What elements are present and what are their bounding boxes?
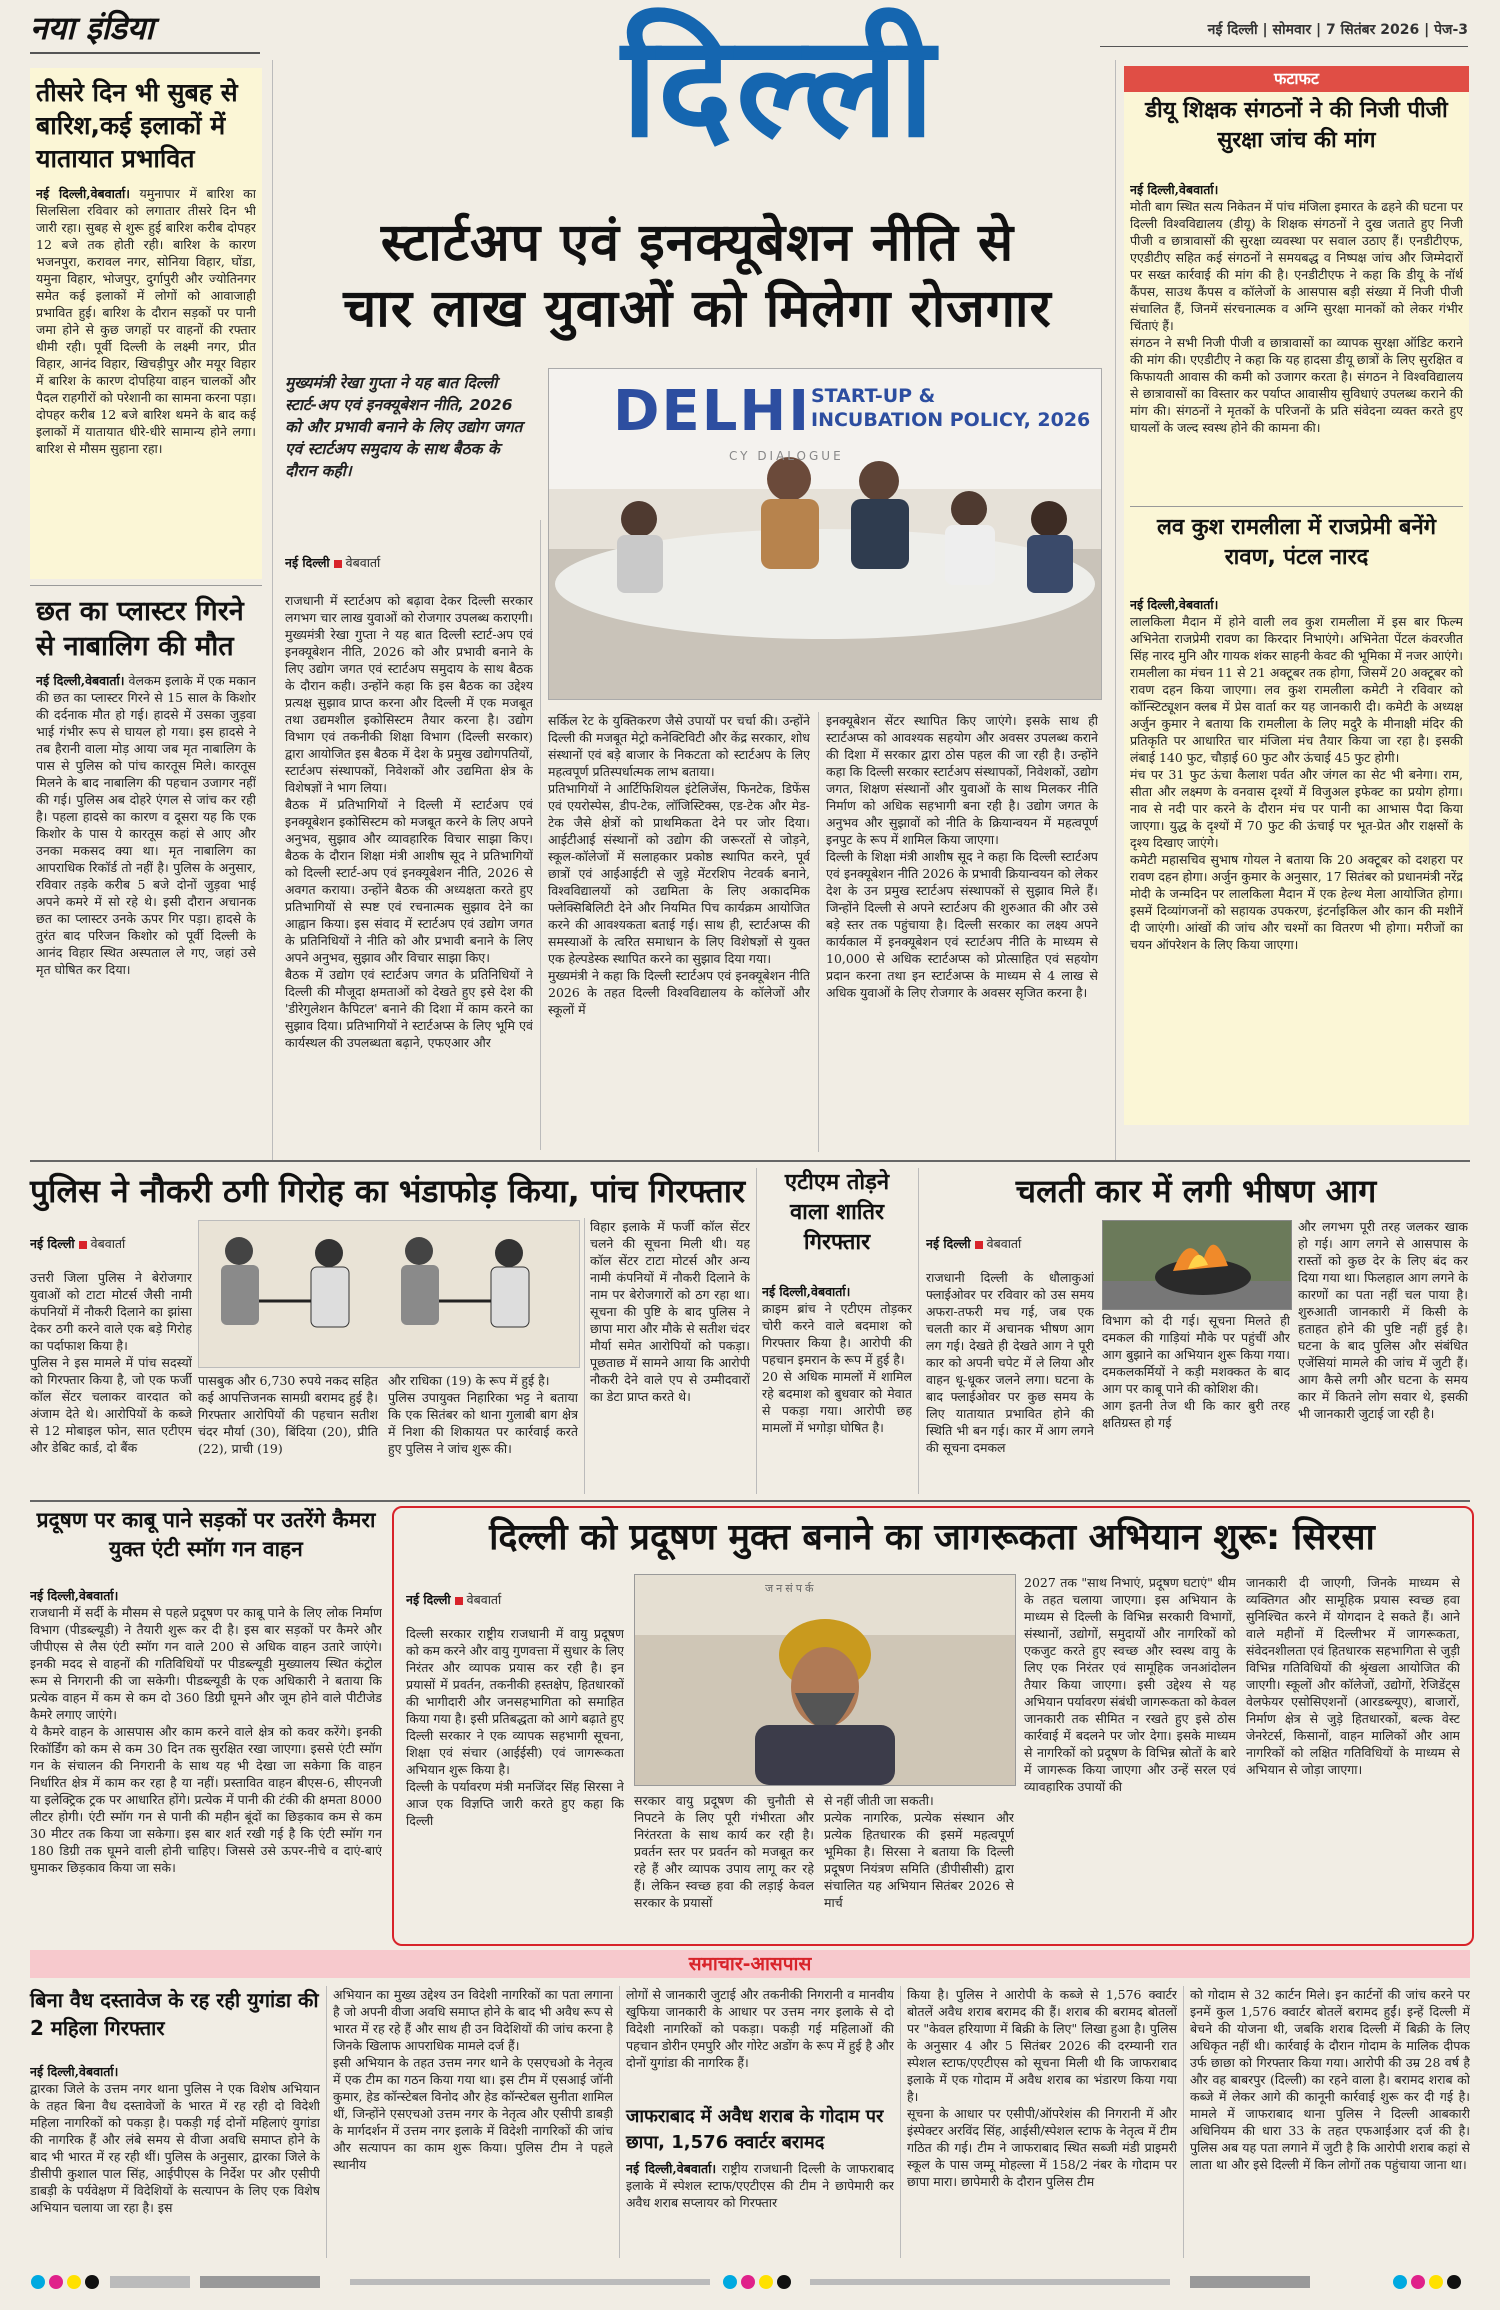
banner-word: DELHI bbox=[613, 379, 812, 444]
section-label: समाचार-आसपास bbox=[688, 1953, 812, 1975]
story-text: द्वारका जिले के उत्तम नगर थाना पुलिस ने एक विशेष अभियान के तहत बिना वैध दस्तावेजों के भारत में रह रही दो विदेशी महिला नागरिकों को पकड़ा है। पकड़ी गई दोनों महिलाएं युगांडा की नागरिक हैं और लंबे समय से वीजा अवधि समाप्त होने के बाद भी भारत में रह रही थीं। पुलिस के अनुसार, द्वारका जिले के डीसीपी कुशाल पाल सिंह, आईपीएस के निर्देश पर और एसीपी डाबड़ी के पर्यवेक्षण में विदेशियों के सत्यापन के लिए एक विशेष अभियान चलाया जा रहा है। इस bbox=[30, 2081, 320, 2215]
byline-place: नई दिल्ली bbox=[406, 1592, 451, 1607]
story-body bbox=[30, 2046, 320, 2252]
story-body bbox=[36, 672, 256, 1102]
dateline: नई दिल्ली,वेबवार्ता। bbox=[762, 1284, 851, 1299]
car-col1 bbox=[926, 1218, 1094, 1494]
lead-headline-line2: चार लाख युवाओं को मिलेगा रोजगार bbox=[343, 279, 1052, 339]
left-column bbox=[30, 68, 262, 1153]
paper-name: नया इंडिया bbox=[30, 9, 154, 47]
story-body bbox=[30, 1570, 382, 1950]
car-col2: विभाग को दी गई। सूचना मिलते ही दमकल की गाड़ियां मौके पर पहुंचीं और आग बुझाने का अभियान शुरू किया गया। दमकलकर्मियों ने कड़ी मशक्कत के बाद आग पर काबू पाने की कोशिश की। आग इतनी तेज थी कि कार बुरी तरह क्षतिग्रस्त हो गई bbox=[1102, 1313, 1290, 1430]
sirsa-col2: सरकार वायु प्रदूषण की चुनौती से निपटने के लिए पूरी गंभीरता और निरंतरता के साथ कार्य कर रही है। प्रवर्तन स्तर पर प्रवर्तन को मजबूत कर रहे हैं और व्यापक उपाय लागू कर रहे हैं। लेकिन स्वच्छ हवा की लड़ाई केवल सरकार के प्रयासों bbox=[634, 1793, 814, 1910]
liquor-col2: किया है। पुलिस ने आरोपी के कब्जे से 1,576 क्वार्टर बोतलें अवैध शराब बरामद की हैं। शराब की बरामद बोतलों पर "केवल हरियाणा में बिक्री के लिए" लिखा हुआ है। पुलिस के अनुसार 4 और 5 सितंबर 2026 की दरम्यानी रात स्पेशल स्टाफ/एएटीएस को सूचना मिली थी कि जाफराबाद इलाके में एक गोदाम में अवैध शराब का भंडारण किया गया है। सूचना के आधार पर एसीपी/ऑपरेशंस की निगरानी में और इंस्पेक्टर अरविंद सिंह, आईसी/स्पेशल स्टाफ के नेतृत्व में टीम गठित की गई। टीम ने जाफराबाद स्थित सब्जी मंडी प्राइमरी स्कूल के पास जम्मू मोहल्ला में 158/2 नंबर के गोदाम पर छापा मारा। छापेमारी के दौरान पुलिस टीम bbox=[907, 1987, 1177, 2189]
uganda-col2: अभियान का मुख्य उद्देश्य उन विदेशी नागरिकों का पता लगाना है जो अपनी वीजा अवधि समाप्त होने के बाद भी अवैध रूप से भारत में रह रहे हैं और साथ ही उन विदेशियों की जांच करना है जिनके खिलाफ आपराधिक मामले दर्ज हैं। इसी अभियान के तहत उत्तम नगर थाने के एसएचओ के नेतृत्व में एक टीम का गठन किया गया था। इस टीम में एसआई जॉनी कुमार, हेड कॉन्स्टेबल विनोद और हेड कॉन्स्टेबल सुनीता शामिल थीं, जिन्होंने एसएचओ उत्तम नगर के नेतृत्व और एसीपी डाबड़ी के मार्गदर्शन में उत्तम नगर इलाके में विदेशी नागरिकों की जांच और सत्यापन का काम शुरू किया। पुलिस टीम ने पहले स्थानीय bbox=[333, 1987, 613, 2172]
sirsa-col3: से नहीं जीती जा सकती। प्रत्येक नागरिक, प्रत्येक संस्थान और प्रत्येक हितधारक की इसमें महत्वपूर्ण भूमिका है। सिरसा ने बताया कि दिल्ली प्रदूषण नियंत्रण समिति (डीपीसीसी) द्वारा संचालित यह अभियान सितंबर 2026 से मार्च bbox=[824, 1793, 1014, 1910]
lead-col2: सर्किल रेट के युक्तिकरण जैसे उपायों पर चर्चा की। उन्होंने दिल्ली की मजबूत मेट्रो कनेक्टिविटी और केंद्र सरकार, शोध संस्थानों एवं बड़े बाजार के निकटता को स्टार्टअप के लिए महत्वपूर्ण प्रतिस्पर्धात्मक लाभ बताया। प्रतिभागियों ने आर्टिफिशियल इंटेलिजेंस, फिनटेक, डिफेंस एवं एयरोस्पेस, डीप-टेक, लॉजिस्टिक्स, एड-टेक और मेड-टेक जैसे क्षेत्रों को प्राथमिकता देने पर जोर दिया। आईटीआई संस्थानों को उद्योग की जरूरतों से जोड़ने, स्कूल-कॉलेजों में सलाहकार प्रकोष्ठ स्थापित करने, पूर्व छात्रों एवं आईआईटी से जुड़े मेंटरशिप नेटवर्क बनाने, विश्वविद्यालयों को उद्यमिता के लिए अकादमिक फ्लेक्सिबिलिटी देने और नियमित पिच कार्यक्रम आयोजित करने की आवश्यकता बताई गई। साथ ही, स्टार्टअप्स की समस्याओं के त्वरित समाधान के लिए विशेषज्ञों से युक्त एक हेल्पडेस्क स्थापित करने का सुझाव दिया गया। मुख्यमंत्री ने कहा कि दिल्ली स्टार्टअप एवं इनक्यूबेशन नीति 2026 के तहत दिल्ली विश्वविद्यालय के कॉलेजों और स्कूलों में bbox=[548, 713, 810, 1017]
liquor-col3: को गोदाम से 32 कार्टन मिले। इन कार्टनों की जांच करने पर इनमें कुल 1,576 क्वार्टर बोतलें बरामद हुईं। इन्हें दिल्ली में बेचने की योजना थी, जबकि शराब दिल्ली में बिक्री के लिए अधिकृत नहीं थी। कार्रवाई के दौरान गोदाम के मालिक दीपक उर्फ छाछा को गिरफ्तार किया गया। आरोपी की उम्र 28 वर्ष है और वह बाबरपुर (दिल्ली) का रहने वाला है। बरामद शराब को कब्जे में लेकर आगे की कानूनी कार्रवाई शुरू कर दी गई है। मामले में जाफराबाद थाना पुलिस ने दिल्ली आबकारी अधिनियम की धारा 33 के तहत एफआईआर दर्ज की है। पुलिस अब यह पता लगाने में जुटी है कि आरोपी शराब कहां से लाता था और इसे दिल्ली में किन लोगों तक पहुंचाया जाना था। bbox=[1190, 1987, 1470, 2172]
police-arrest-illustration bbox=[199, 1221, 579, 1367]
pull-quote: मुख्यमंत्री रेखा गुप्ता ने यह बात दिल्ली स्टार्ट-अप एवं इनक्यूबेशन नीति, 2026 को और प्रभावी बनाने के लिए उद्योग जगत एवं स्टार्टअप समुदाय के साथ बैठक के दौरान कही। bbox=[285, 374, 523, 480]
headline: जाफराबाद में अवैध शराब के गोदाम पर छापा, 1,576 क्वार्टर बरामद bbox=[626, 2106, 884, 2153]
print-registration-marks bbox=[30, 2272, 1470, 2292]
story-text: राजधानी में स्टार्टअप को बढ़ावा देकर दिल्ली सरकार लगभग चार लाख युवाओं को रोजगार उपलब्ध कराएगी। मुख्यमंत्री रेखा गुप्ता ने यह बात दिल्ली स्टार्ट-अप एवं इनक्यूबेशन नीति, 2026 को और प्रभावी बनाने के लिए उद्योग जगत एवं स्टार्टअप समुदाय के साथ बैठक के दौरान कही। उन्होंने कहा कि इस बैठक का उद्देश्य प्रत्यक्ष सुझाव प्राप्त करना और दिल्ली में एक मजबूत तथा उद्यमशील इकोसिस्टम तैयार करना है। उद्योग विभाग एवं तकनीकी शिक्षा विभाग (दिल्ली सरकार) द्वारा आयोजित इस बैठक में देश के प्रमुख उद्योगपतियों, स्टार्टअप संस्थापकों, निवेशकों और उद्यमिता क्षेत्र के विशेषज्ञों ने भाग लिया। बैठक में प्रतिभागियों ने दिल्ली में स्टार्टअप एवं इनक्यूबेशन इकोसिस्टम को मजबूत करने के लिए अपने अनुभव, सुझाव और व्यावहारिक विचार साझा किए। बैठक के दौरान शिक्षा मंत्री आशीष सूद ने प्रतिभागियों को दिल्ली स्टार्ट-अप एवं इनक्यूबेशन नीति, 2026 से अवगत कराया। उन्होंने बैठक की अध्यक्षता करते हुए प्रतिभागियों से स्पष्ट एवं रचनात्मक सुझाव देने का आह्वान किया। इस संवाद में स्टार्टअप एवं उद्योग जगत के प्रतिनिधियों ने नीति को और प्रभावी बनाने के लिए अपने अनुभव, सुझाव और विचार साझा किए। बैठक में उद्योग एवं स्टार्टअप जगत के प्रतिनिधियों ने दिल्ली की मौजूदा क्षमताओं को देखते हुए इसे देश की 'डीरेगुलेशन कैपिटल' बनाने की दिशा में काम करने का सुझाव दिया। प्रतिभागियों ने स्टार्टअप्स के लिए भूमि एवं कार्यस्थल की उपलब्धता बढ़ाने, एफएआर और bbox=[285, 593, 533, 1050]
liquor-story bbox=[626, 2104, 894, 2258]
left-story-weather bbox=[30, 68, 262, 579]
photo-sign: जनसंपर्क bbox=[765, 1582, 817, 1595]
lead-headline-line1: स्टार्टअप एवं इनक्यूबेशन नीति से bbox=[380, 213, 1015, 273]
camera-story bbox=[30, 1506, 382, 1946]
police-headline: पुलिस ने नौकरी ठगी गिरोह का भंडाफोड़ किया, पांच गिरफ्तार bbox=[30, 1172, 746, 1210]
tag-fatafat: फटाफट bbox=[1124, 66, 1469, 92]
atm-body bbox=[762, 1266, 912, 1494]
car-fire-photo bbox=[1102, 1220, 1292, 1310]
story-text: यमुनापार में बारिश का सिलसिला रविवार को लगातार तीसरे दिन भी जारी रहा। सुबह से शुरू हुई बारिश करीब दोपहर 12 बजे तक होती रही। बारिश के कारण भजनपुरा, करावल नगर, सोनिया विहार, घोंडा, यमुना विहार, भोजपुर, दुर्गापुरी और ज्योतिनगर समेत कई इलाकों में लोगों को आवाजाही प्रभावित हुई। बारिश के दौरान सड़कों पर पानी जमा होने से कुछ जगहों पर वाहनों की रफ्तार धीमी रही। पूर्वी दिल्ली के लक्ष्मी नगर, प्रीत विहार, आनंद विहार, खिचड़ीपुर और मयूर विहार में बारिश के कारण दोपहिया वाहन चालकों और पैदल राहगीरों को परेशानी का सामना करना पड़ा। दोपहर करीब 12 बजे बारिश थमने के बाद कई इलाकों में यातायात धीरे-धीरे सामान्य होने लगा। बारिश से मौसम सुहाना रहा। bbox=[36, 186, 256, 456]
story-body bbox=[36, 185, 256, 569]
sirsa-col5: जानकारी दी जाएगी, जिनके माध्यम से व्यक्तिगत और सामूहिक प्रयास स्वच्छ हवा सुनिश्चित करने में योगदान दे सकते हैं। आने वाले महीनों में दिल्लीभर में जागरूकता, संवेदनशीलता एवं हितधारक सहभागिता से जुड़ी विभिन्न गतिविधियों की श्रृंखला आयोजित की जाएगी। स्कूलों और कॉलेजों, उद्योगों, रेजिडेंट्स वेलफेयर एसोसिएशनों (आरडब्ल्यूए), बाजारों, निर्माण क्षेत्र से जुड़े हितधारकों, बल्क वेस्ट जेनरेटर्स, किसानों, वाहन मालिकों और आम नागरिकों को लक्षित गतिविधियों के माध्यम से अभियान से जोड़ा जाएगा। bbox=[1246, 1575, 1460, 1777]
story-text: उत्तरी जिला पुलिस ने बेरोजगार युवाओं को टाटा मोटर्स जैसी नामी कंपनियों में नौकरी दिलाने का झांसा देकर ठगी करने वाले एक बड़े गिरोह का पर्दाफाश किया है। पुलिस ने इस मामले में पांच सदस्यों को गिरफ्तार किया है, जो एक फर्जी कॉल सेंटर चलाकर वारदात को अंजाम देते थे। आरोपियों के कब्जे से 12 मोबाइल फोन, सात एटीएम और डेबिट कार्ड, दो बैंक bbox=[30, 1270, 192, 1455]
headline: बिना वैध दस्तावेज के रह रही युगांडा की 2 महिला गिरफ्तार bbox=[30, 1988, 319, 2040]
dateline: नई दिल्ली,वेबवार्ता। bbox=[36, 186, 130, 201]
masthead-date-bar bbox=[1100, 12, 1468, 47]
story-text: मोती बाग स्थित सत्य निकेतन में पांच मंजिला इमारत के ढहने की घटना पर दिल्ली विश्वविद्यालय (डीयू) के शिक्षक संगठनों ने दुख जताते हुए निजी पीजी व छात्रावासों की सुरक्षा व्यवस्था पर सवाल उठाए हैं। एनडीटीएफ, एएडीटीए सहित कई संगठनों ने समयबद्ध व निष्पक्ष जांच और जिम्मेदारों पर सख्त कार्रवाई की मांग की है। एनडीटीएफ ने कहा कि डीयू के नॉर्थ कैंपस, साउथ कैंपस व कॉलेजों के आसपास बड़ी संख्या में निजी पीजी संचालित हैं, जिनमें संरचनात्मक व अग्नि सुरक्षा मानकों को लेकर गंभीर चिंताएं हैं। संगठन ने सभी निजी पीजी व छात्रावासों का व्यापक सुरक्षा ऑडिट कराने की मांग की। एएडीटीए ने कहा कि यह हादसा डीयू छात्रों के लिए सुरक्षित व किफायती आवास की कमी को उजागर करता है। संगठन ने विश्वविद्यालय से छात्रावासों का विस्तार कर पर्याप्त आवासीय सुविधाएं उपलब्ध कराने की मांग की। संगठनों ने मृतकों के परिजनों के प्रति संवेदना व्यक्त करते हुए घायलों के जल्द स्वस्थ होने की कामना की। bbox=[1130, 199, 1463, 435]
story-text: लालकिला मैदान में होने वाली लव कुश रामलीला में इस बार फिल्म अभिनेता राजप्रेमी रावण का किरदार निभाएंगे। अभिनेता पेंटल कंवरजीत सिंह नारद मुनि और गायक शंकर साहनी केवट की भूमिका में नजर आएंगे। रामलीला का मंचन 11 से 21 अक्टूबर तक होगा, जिसमें 20 अक्टूबर को रावण दहन किया जाएगा। लव कुश रामलीला कमेटी ने रविवार को कॉन्स्टिट्यूशन क्लब में प्रेस वार्ता कर यह जानकारी दी। कमेटी के अध्यक्ष अर्जुन कुमार ने बताया कि रामलीला के लिए मदुरै के मीनाक्षी मंदिर की प्रतिकृति पर आधारित चार मंजिला मंच तैयार किया जा रहा है। इसकी लंबाई 140 फुट, चौड़ाई 60 फुट और ऊंचाई 45 फुट होगी। मंच पर 31 फुट ऊंचा कैलाश पर्वत और जंगल का सेट भी बनेगा। राम, सीता और लक्ष्मण के वनवास दृश्यों में विजुअल इफेक्ट का प्रयोग होगा। नाव से नदी पार करने के दौरान मंच पर पानी का आभास पैदा किया जाएगा। युद्ध के दृश्यों में 70 फुट की ऊंचाई पर भूत-प्रेत और राक्षसों के दृश्य दिखाए जाएंगे। कमेटी महासचिव सुभाष गोयल ने बताया कि 20 अक्टूबर को दशहरा पर रावण दहन होगा। अर्जुन कुमार के अनुसार, 17 सितंबर को प्रधानमंत्री नरेंद्र मोदी के जन्मदिन पर लालकिला मैदान में एक हेल्थ मेला आयोजित होगा। इसमें दिव्यांगजनों को सहायक उपकरण, इंटर्नाइकिल और कान की मशीनें दी जाएंगी। आंखों की जांच और चश्मों का वितरण भी होगा। मरीजों का चयन ऑपरेशन के लिए किया जाएगा। bbox=[1130, 614, 1463, 952]
story-body bbox=[1130, 164, 1463, 500]
story-body bbox=[1130, 579, 1463, 1119]
section-title: दिल्ली bbox=[621, 6, 939, 169]
headline: छत का प्लास्टर गिरने से नाबालिग की मौत bbox=[36, 596, 244, 662]
headline: तीसरे दिन भी सुबह से बारिश,कई इलाकों में यातायात प्रभावित bbox=[36, 78, 238, 173]
story-text: राजधानी दिल्ली के धौलाकुआं फ्लाईओवर पर रविवार को उस समय अफरा-तफरी मच गई, जब एक चलती कार में अचानक भीषण आग लग गई। देखते ही देखते आग ने पूरी कार को अपनी चपेट में ले लिया और वाहन धू-धूकर जलने लगा। घटना के बाद फ्लाईओवर पर कुछ समय के लिए यातायात प्रभावित होने की स्थिति भी बन गई। कार में आग लगने की सूचना दमकल bbox=[926, 1270, 1094, 1455]
uganda-story bbox=[30, 1986, 320, 2258]
police-col2: पासबुक और 6,730 रुपये नकद सहित कई आपत्तिजनक सामग्री बरामद हुई है। गिरफ्तार आरोपियों की पहचान सतीश चंदर मौर्या (30), बिंदिया (20), प्रीति (22), प्राची (19) bbox=[198, 1373, 378, 1456]
police-col4: विहार इलाके में फर्जी कॉल सेंटर चलने की सूचना मिली थी। यह कॉल सेंटर टाटा मोटर्स और अन्य नामी कंपनियों में नौकरी दिलाने के नाम पर बेरोजगारों को ठग रहा था। सूचना की पुष्टि के बाद पुलिस ने छापा मारा और मौके से सतीश चंदर मौर्या समेत आरोपियों को पकड़ा। पूछताछ में सामने आया कि आरोपी नौकरी देने वाले एप से उम्मीदवारों का डेटा प्राप्त करते थे। bbox=[590, 1219, 750, 1404]
byline-agency: वेबवार्ता bbox=[466, 1592, 502, 1607]
dateline: नई दिल्ली,वेबवार्ता। bbox=[36, 673, 125, 688]
police-illustration bbox=[198, 1220, 580, 1368]
byline bbox=[285, 537, 533, 571]
byline-place: नई दिल्ली bbox=[926, 1236, 971, 1251]
story-text: वेलकम इलाके में एक मकान की छत का प्लास्टर गिरने से 15 साल के किशोर की दर्दनाक मौत हो गई। हादसे में उसका जुड़वा भाई गंभीर रूप से घायल हो गया। इस हादसे ने तब हैरानी वाला मोड़ आया जब मृत नाबालिग के पास से पुलिस को पांच कारतूस मिले। कारतूस मिलने के बाद नाबालिग की पहचान उजागर नहीं की गई। पुलिस अब दोहरे एंगल से जांच कर रही है। पहला हादसे का कारण व दूसरा यह कि एक किशोर के पास ये कारतूस कहां से आए और उनका मकसद क्या था। मृत नाबालिग का आपराधिक रिकॉर्ड तो नहीं है। पुलिस के अनुसार, रविवार तड़के करीब 5 बजे दोनों जुड़वा भाई अपने कमरे में सो रहे थे। इसी दौरान अचानक छत का प्लास्टर उनके ऊपर गिर पड़ा। हादसे के तुरंत बाद परिजन किशोर को पूर्वी दिल्ली के आनंद विहार स्थित अस्पताल ले गए, जहां उसे मृत घोषित कर दिया। bbox=[36, 673, 256, 977]
lead-col3: इनक्यूबेशन सेंटर स्थापित किए जाएंगे। इसके साथ ही स्टार्टअप्स को आवश्यक सहयोग और अवसर उपलब्ध कराने की दिशा में सरकार द्वारा ठोस पहल की जा रही है। उन्होंने कहा कि दिल्ली सरकार स्टार्टअप संस्थापकों, निवेशकों, उद्योग जगत, शिक्षण संस्थानों और युवाओं के साथ मिलकर नीति निर्माण को अधिक सहभागी बना रही है। उद्योग जगत के अनुभव और सुझावों को नीति के क्रियान्वयन में महत्वपूर्ण इनपुट के रूप में शामिल किया जाएगा। दिल्ली के शिक्षा मंत्री आशीष सूद ने कहा कि दिल्ली स्टार्टअप एवं इनक्यूबेशन नीति 2026 के प्रभावी क्रियान्वयन को लेकर देश के उन प्रमुख स्टार्टअप संस्थापकों से सुझाव मिले हैं। जिन्होंने दिल्ली से अपने स्टार्टअप की शुरुआत की और उसे बड़े स्तर तक पहुंचाया है। दिल्ली सरकार का लक्ष्य अपने कार्यकाल में इनक्यूबेशन एवं स्टार्टअप नीति के माध्यम से 10,000 से अधिक स्टार्टअप्स को प्रोत्साहित एवं सहयोग प्रदान करना तथा इन स्टार्टअप्स के माध्यम से 4 लाख से अधिक युवाओं के लिए रोजगार के अवसर सृजित करना है। bbox=[826, 713, 1098, 1000]
story-text: दिल्ली सरकार राष्ट्रीय राजधानी में वायु प्रदूषण को कम करने और वायु गुणवत्ता में सुधार के लिए निरंतर और व्यापक प्रयास कर रही है। इन प्रयासों में प्रवर्तन, तकनीकी हस्तक्षेप, हितधारकों की भागीदारी और जनसहभागिता को समाहित किया गया है। इसी प्रतिबद्धता को आगे बढ़ाते हुए दिल्ली सरकार ने एक व्यापक सहभागी सूचना, शिक्षा एवं संचार (आईईसी) एवं जागरूकता अभियान शुरू किया है। दिल्ली के पर्यावरण मंत्री मनजिंदर सिंह सिरसा ने आज एक विज्ञप्ति जारी करते हुए कहा कि दिल्ली bbox=[406, 1626, 624, 1828]
story-text: राजधानी में सर्दी के मौसम से पहले प्रदूषण पर काबू पाने के लिए लोक निर्माण विभाग (पीडब्ल्यूडी) ने तैयारी शुरू कर दी है। इस बार सड़कों पर कैमरे और जीपीएस से लैस एंटी स्मॉग गन वाले 200 से अधिक वाहन उतारे जाएंगे। इनकी मदद से वाहनों की गतिविधियों पर पीडब्ल्यूडी मुख्यालय स्थित कंट्रोल रूम से निगरानी की जा सकेगी। पीडब्ल्यूडी के एक अधिकारी ने बताया कि प्रत्येक वाहन में कम से कम दो 360 डिग्री घूमने और जूम होने वाले पीटीजेड कैमरे लगाए जाएंगे। ये कैमरे वाहन के आसपास और काम करने वाले क्षेत्र को कवर करेंगे। इनकी रिकॉर्डिंग को कम से कम 30 दिन तक सुरक्षित रखा जाएगा। इससे एंटी स्मॉग गन के संचालन की निगरानी के साथ यह भी देखा जा सकेगा कि वाहन निर्धारित क्षेत्र में काम कर रहा है या नहीं। प्रस्तावित वाहन बीएस-6, सीएनजी या इलेक्ट्रिक ट्रक पर आधारित होंगे। प्रत्येक में पानी की टंकी की क्षमता 8000 लीटर होगी। एंटी स्मॉग गन से पानी की महीन बूंदों का छिड़काव कम से कम 30 मीटर तक किया जा सकेगा। इस बार शर्त रखी गई है कि एंटी स्मॉग गन 180 डिग्री तक घूमने वाली होनी चाहिए। जिससे उसे ऊपर-नीचे व दाएं-बाएं घुमाकर छिड़काव किया जा सके। bbox=[30, 1605, 382, 1875]
byline-agency: वेबवार्ता bbox=[986, 1236, 1022, 1251]
section-band bbox=[30, 1950, 1470, 1978]
car-col3: और लगभग पूरी तरह जलकर खाक हो गई। आग लगने से आसपास के रास्तों को कुछ देर के लिए बंद कर दिया गया था। फिलहाल आग लगने के कारणों का पता नहीं चल पाया है। शुरुआती जानकारी में किसी के हताहत होने की पुष्टि नहीं हुई है। घटना के बाद पुलिस और संबंधित एजेंसियां मामले की जांच में जुटी हैं। आग कैसे लगी और घटना के समय कार में कितने लोग सवार थे, इसकी भी जानकारी जुटाई जा रही है। bbox=[1298, 1219, 1468, 1421]
sirsa-box bbox=[392, 1506, 1474, 1946]
dateline: नई दिल्ली,वेबवार्ता। bbox=[626, 2161, 717, 2176]
atm-headline: एटीएम तोड़ने वाला शातिर गिरफ्तार bbox=[784, 1170, 890, 1255]
sirsa-headline: दिल्ली को प्रदूषण मुक्त बनाने का जागरूकता अभियान शुरू: सिरसा bbox=[489, 1517, 1375, 1558]
left-story-plaster bbox=[30, 592, 262, 1104]
banner-sub2: INCUBATION POLICY, 2026 bbox=[811, 409, 1091, 431]
fire-photo bbox=[1103, 1221, 1291, 1309]
byline-place: नई दिल्ली bbox=[285, 555, 330, 570]
byline-place: नई दिल्ली bbox=[30, 1236, 75, 1251]
police-col3: और राधिका (19) के रूप में हुई है। पुलिस उपायुक्त निहारिका भट्ट ने बताया कि एक सितंबर को थाना गुलाबी बाग क्षेत्र में निशा की शिकायत पर कार्रवाई करते हुए पुलिस ने जांच शुरू की। bbox=[388, 1373, 578, 1456]
dateline: नई दिल्ली,वेबवार्ता। bbox=[1130, 597, 1219, 612]
lead-col1 bbox=[285, 520, 533, 1150]
dateline: नई दिल्ली,वेबवार्ता। bbox=[30, 1588, 119, 1603]
story-body bbox=[626, 2160, 894, 2250]
story-text: क्राइम ब्रांच ने एटीएम तोड़कर चोरी करने वाले बदमाश को गिरफ्तार किया है। आरोपी की पहचान इमरान के रूप में हुई है। 20 से अधिक मामलों में शामिल रहे बदमाश को बुधवार को मेवात से पकड़ा गया। आरोपी छह मामलों में भगोड़ा घोषित है। bbox=[762, 1301, 912, 1435]
registration-strip bbox=[30, 2272, 1470, 2292]
car-headline: चलती कार में लगी भीषण आग bbox=[1015, 1172, 1377, 1210]
dateline: नई दिल्ली | सोमवार | 7 सितंबर 2026 | पेज-3 bbox=[1207, 22, 1468, 38]
dateline: नई दिल्ली,वेबवार्ता। bbox=[30, 2064, 119, 2079]
sirsa-col4: 2027 तक "साथ निभाएं, प्रदूषण घटाएं" थीम के तहत चलाया जाएगा। इस अभियान के माध्यम से दिल्ली के विभिन्न सरकारी विभागों, संस्थानों, उद्योगों, समुदायों और नागरिकों को एकजुट करते हुए स्वच्छ और स्वस्थ वायु के लिए एक निरंतर एवं सामूहिक जनआंदोलन तैयार किया जाएगा। इसी उद्देश्य से यह अभियान पर्यावरण संबंधी जागरूकता को केवल जानकारी तक सीमित न रखते हुए इसे ठोस कार्रवाई में बदलने पर जोर देगा। इसके माध्यम से नागरिकों को प्रदूषण के विभिन्न स्रोतों के बारे में जागरूक किया जाएगा और उन्हें सरल एवं व्यावहारिक उपायों की bbox=[1024, 1575, 1236, 1794]
banner-sub1: START-UP & bbox=[811, 385, 936, 407]
lead-photo bbox=[548, 368, 1102, 700]
byline-agency: वेबवार्ता bbox=[345, 555, 381, 570]
headline: लव कुश रामलीला में राजप्रेमी बनेंगे रावण, पंटल नारद bbox=[1156, 515, 1437, 570]
uganda-col3: लोगों से जानकारी जुटाई और तकनीकी निगरानी व मानवीय खुफिया जानकारी के आधार पर उत्तम नगर इलाके से दो विदेशी नागरिकों को पकड़ा। पकड़ी गई महिलाओं की पहचान डोरीन एमपुरि और गोरेट अडोंग के रूप में हुई है और दोनों युगांडा की नागरिक हैं। bbox=[626, 1987, 894, 2070]
sirsa-col1 bbox=[406, 1574, 624, 1934]
right-column bbox=[1124, 66, 1469, 1156]
banner-sub3: CY DIALOGUE bbox=[729, 449, 844, 463]
police-col1 bbox=[30, 1218, 192, 1494]
dateline: नई दिल्ली,वेबवार्ता। bbox=[1130, 182, 1219, 197]
sirsa-photo bbox=[634, 1574, 1016, 1786]
byline-agency: वेबवार्ता bbox=[90, 1236, 126, 1251]
headline: प्रदूषण पर काबू पाने सड़कों पर उतरेंगे कैमरा युक्त एंटी स्मॉग गन वाहन bbox=[36, 1508, 376, 1561]
headline: डीयू शिक्षक संगठनों ने की निजी पीजी सुरक्षा जांच की मांग bbox=[1145, 98, 1448, 153]
story-text: राष्ट्रीय राजधानी दिल्ली के जाफराबाद इलाके में स्पेशल स्टाफ/एएटीएस की टीम ने छापेमारी कर अवैध शराब सप्लायर को गिरफ्तार bbox=[626, 2161, 894, 2210]
minister-photo bbox=[635, 1575, 1015, 1785]
